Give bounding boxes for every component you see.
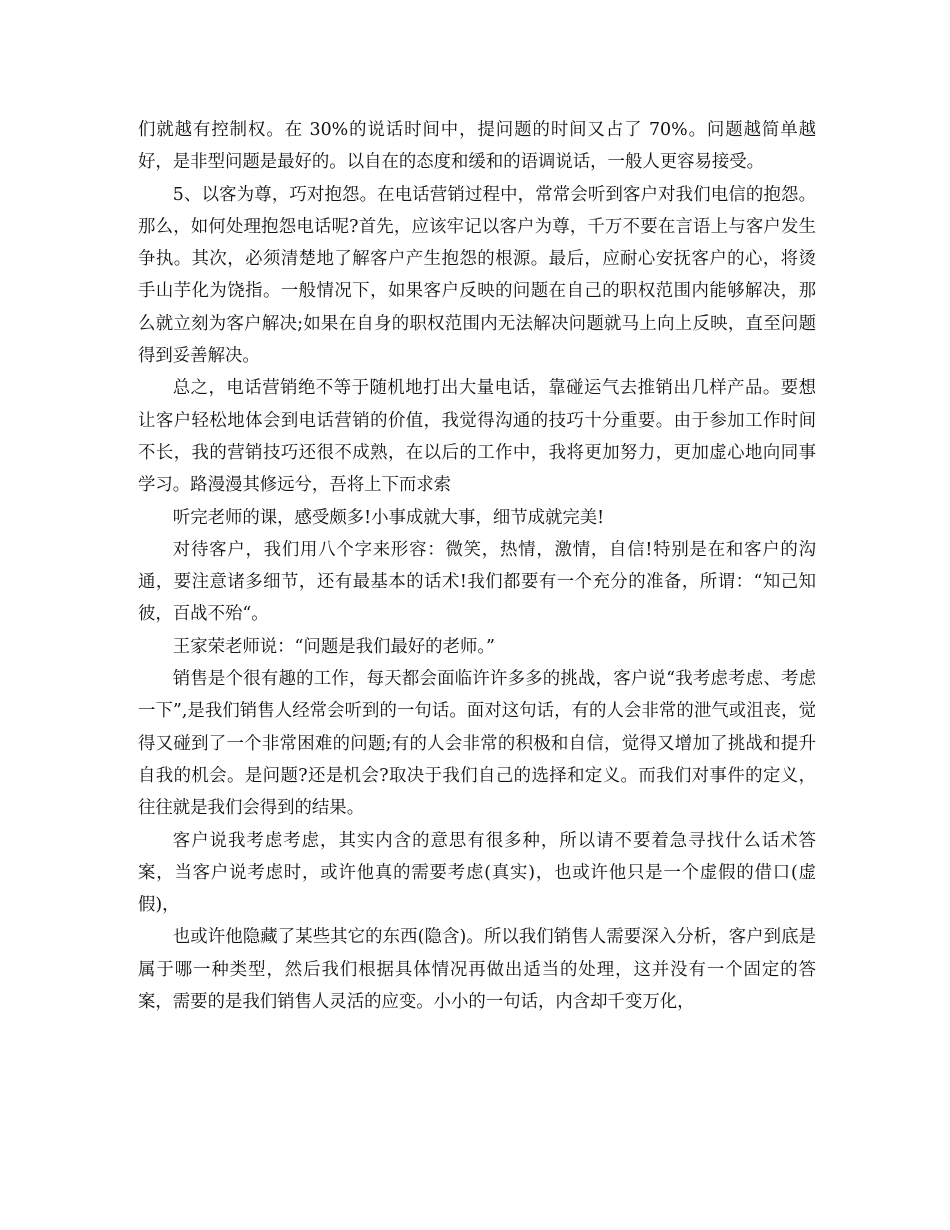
- paragraph-8: 客户说我考虑考虑，其实内含的意思有很多种，所以请不要着急寻找什么话术答案，当客户说考虑时，或许他真的需要考虑(真实)，也或许他只是一个虚假的借口(虚假)，: [138, 830, 816, 916]
- paragraph-3: 总之，电话营销绝不等于随机地打出大量电话，靠碰运气去推销出几样产品。要想让客户轻松地体会到电话营销的价值，我觉得沟通的技巧十分重要。由于参加工作时间不长，我的营销技巧还很不成熟，在以后的工作中，我将更加努力，更加虚心地向同事学习。路漫漫其修远兮，吾将上下而求索: [138, 378, 816, 496]
- paragraph-1: 们就越有控制权。在 30%的说话时间中，提问题的时间又占了 70%。问题越简单越好，是非型问题是最好的。以自在的态度和缓和的语调说话，一般人更容易接受。: [138, 120, 816, 173]
- paragraph-2: 5、以客为尊，巧对抱怨。在电话营销过程中，常常会听到客户对我们电信的抱怨。那么，如何处理抱怨电话呢?首先，应该牢记以客户为尊，千万不要在言语上与客户发生争执。其次，必须清楚地了解客户产生抱怨的根源。最后，应耐心安抚客户的心，将烫手山芋化为饶指。一般情况下，如果客户反映的问题在自己的职权范围内能够解决，那么就立刻为客户解决;如果在自身的职权范围内无法解决问题就马上向上反映，直至问题得到妥善解决。: [138, 184, 816, 367]
- document-body: [138, 114, 816, 1018]
- paragraph-7: 销售是个很有趣的工作，每天都会面临许许多多的挑战，客户说“我考虑考虑、考虑一下”,是我们销售人经常会听到的一句话。面对这句话，有的人会非常的泄气或沮丧，觉得又碰到了一个非常困难的问题;有的人会非常的积极和自信，觉得又增加了挑战和提升自我的机会。是问题?还是机会?取决于我们自己的选择和定义。而我们对事件的定义，往往就是我们会得到的结果。: [138, 669, 816, 819]
- paragraph-5: 对待客户，我们用八个字来形容：微笑，热情，激情，自信!特别是在和客户的沟通，要注意诸多细节，还有最基本的话术!我们都要有一个充分的准备，所谓：“知己知彼，百战不殆“。: [138, 539, 816, 625]
- paragraph-6: 王家荣老师说：“问题是我们最好的老师。”: [172, 636, 495, 657]
- paragraph-4: 听完老师的课，感受颇多!小事成就大事，细节成就完美!: [172, 507, 605, 528]
- paragraph-9: 也或许他隐藏了某些其它的东西(隐含)。所以我们销售人需要深入分析，客户到底是属于哪一种类型，然后我们根据具体情况再做出适当的处理，这并没有一个固定的答案，需要的是我们销售人灵活的应变。小小的一句话，内含却千变万化，: [138, 927, 816, 1013]
